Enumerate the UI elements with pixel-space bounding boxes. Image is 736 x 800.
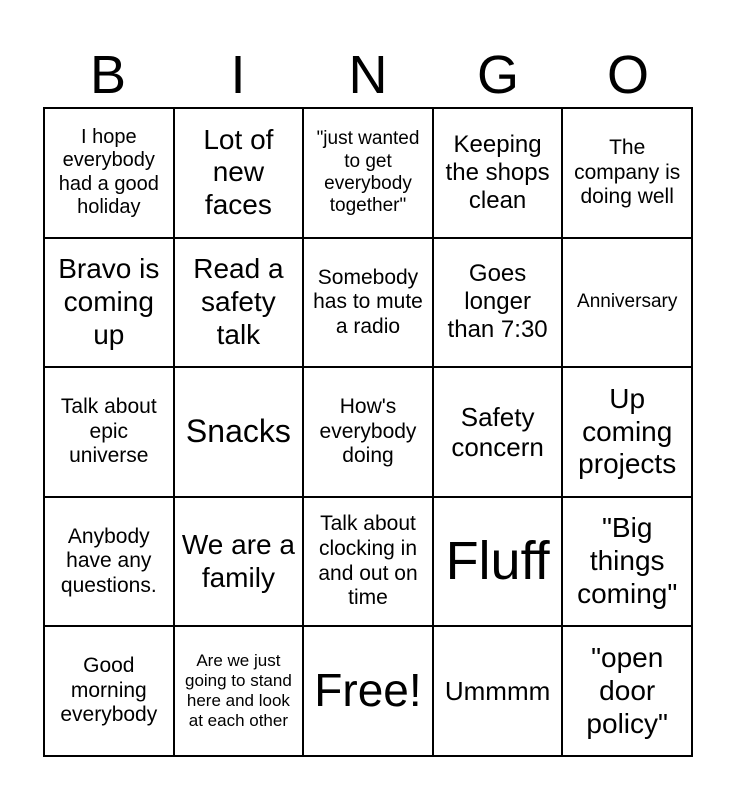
cell-text: "Big things coming" bbox=[577, 512, 678, 609]
bingo-cell[interactable] bbox=[44, 108, 174, 238]
bingo-cell[interactable] bbox=[562, 626, 692, 756]
bingo-cell[interactable] bbox=[44, 497, 174, 627]
cell-text: Keeping the shops clean bbox=[445, 130, 550, 214]
cell-text: Lot of new faces bbox=[203, 123, 274, 221]
bingo-cell[interactable] bbox=[303, 497, 433, 627]
cell-text: Bravo is coming up bbox=[58, 253, 160, 350]
bingo-cell[interactable] bbox=[44, 367, 174, 497]
cell-text: Anniversary bbox=[577, 291, 678, 313]
bingo-cell[interactable] bbox=[562, 367, 692, 497]
cell-text: We are a family bbox=[181, 528, 295, 593]
bingo-card bbox=[43, 107, 693, 757]
cell-text: I hope everybody had a good holiday bbox=[58, 126, 159, 219]
cell-text: Snacks bbox=[185, 413, 291, 450]
bingo-cell[interactable] bbox=[433, 367, 563, 497]
cell-text: Good morning everybody bbox=[60, 654, 158, 727]
cell-text: Are we just going to stand here and look at each other bbox=[184, 651, 292, 731]
bingo-cell[interactable] bbox=[174, 497, 304, 627]
cell-text: Safety concern bbox=[451, 401, 544, 462]
bingo-cell[interactable] bbox=[433, 238, 563, 368]
cell-text: Up coming projects bbox=[578, 382, 677, 480]
bingo-cell[interactable] bbox=[174, 238, 304, 368]
cell-text: Ummmm bbox=[444, 675, 551, 706]
bingo-cell[interactable] bbox=[303, 367, 433, 497]
cell-text: Read a safety talk bbox=[193, 253, 284, 350]
bingo-cell[interactable] bbox=[174, 108, 304, 238]
cell-text: Free! bbox=[314, 664, 422, 717]
bingo-cell[interactable] bbox=[44, 626, 174, 756]
cell-text: The company is doing well bbox=[574, 135, 681, 209]
bingo-cell[interactable] bbox=[562, 108, 692, 238]
bingo-cell[interactable] bbox=[562, 238, 692, 368]
cell-text: Somebody has to mute a radio bbox=[313, 265, 423, 338]
bingo-cell[interactable] bbox=[174, 626, 304, 756]
bingo-cell[interactable] bbox=[303, 108, 433, 238]
header-letter-i: I bbox=[230, 45, 246, 105]
bingo-header bbox=[43, 44, 693, 106]
cell-text: Talk about clocking in and out on time bbox=[318, 512, 418, 610]
bingo-cell[interactable] bbox=[562, 497, 692, 627]
cell-text: Talk about epic universe bbox=[60, 395, 157, 468]
cell-text: Goes longer than 7:30 bbox=[447, 260, 548, 344]
header-letter-b: B bbox=[89, 45, 127, 105]
bingo-cell[interactable] bbox=[303, 626, 433, 756]
cell-text: "just wanted to get everybody together" bbox=[316, 128, 420, 217]
header-letter-n: N bbox=[348, 45, 388, 105]
bingo-cell[interactable] bbox=[44, 238, 174, 368]
cell-text: Anybody have any questions. bbox=[60, 524, 157, 597]
cell-text: How's everybody doing bbox=[319, 395, 417, 468]
cell-text: Fluff bbox=[445, 531, 550, 591]
bingo-cell[interactable] bbox=[433, 497, 563, 627]
bingo-cell[interactable] bbox=[433, 108, 563, 238]
header-letter-g: G bbox=[476, 45, 519, 105]
bingo-cell[interactable] bbox=[433, 626, 563, 756]
header-letter-o: O bbox=[606, 45, 649, 105]
cell-text: "open door policy" bbox=[586, 642, 668, 739]
bingo-cell[interactable] bbox=[303, 238, 433, 368]
bingo-cell[interactable] bbox=[174, 367, 304, 497]
